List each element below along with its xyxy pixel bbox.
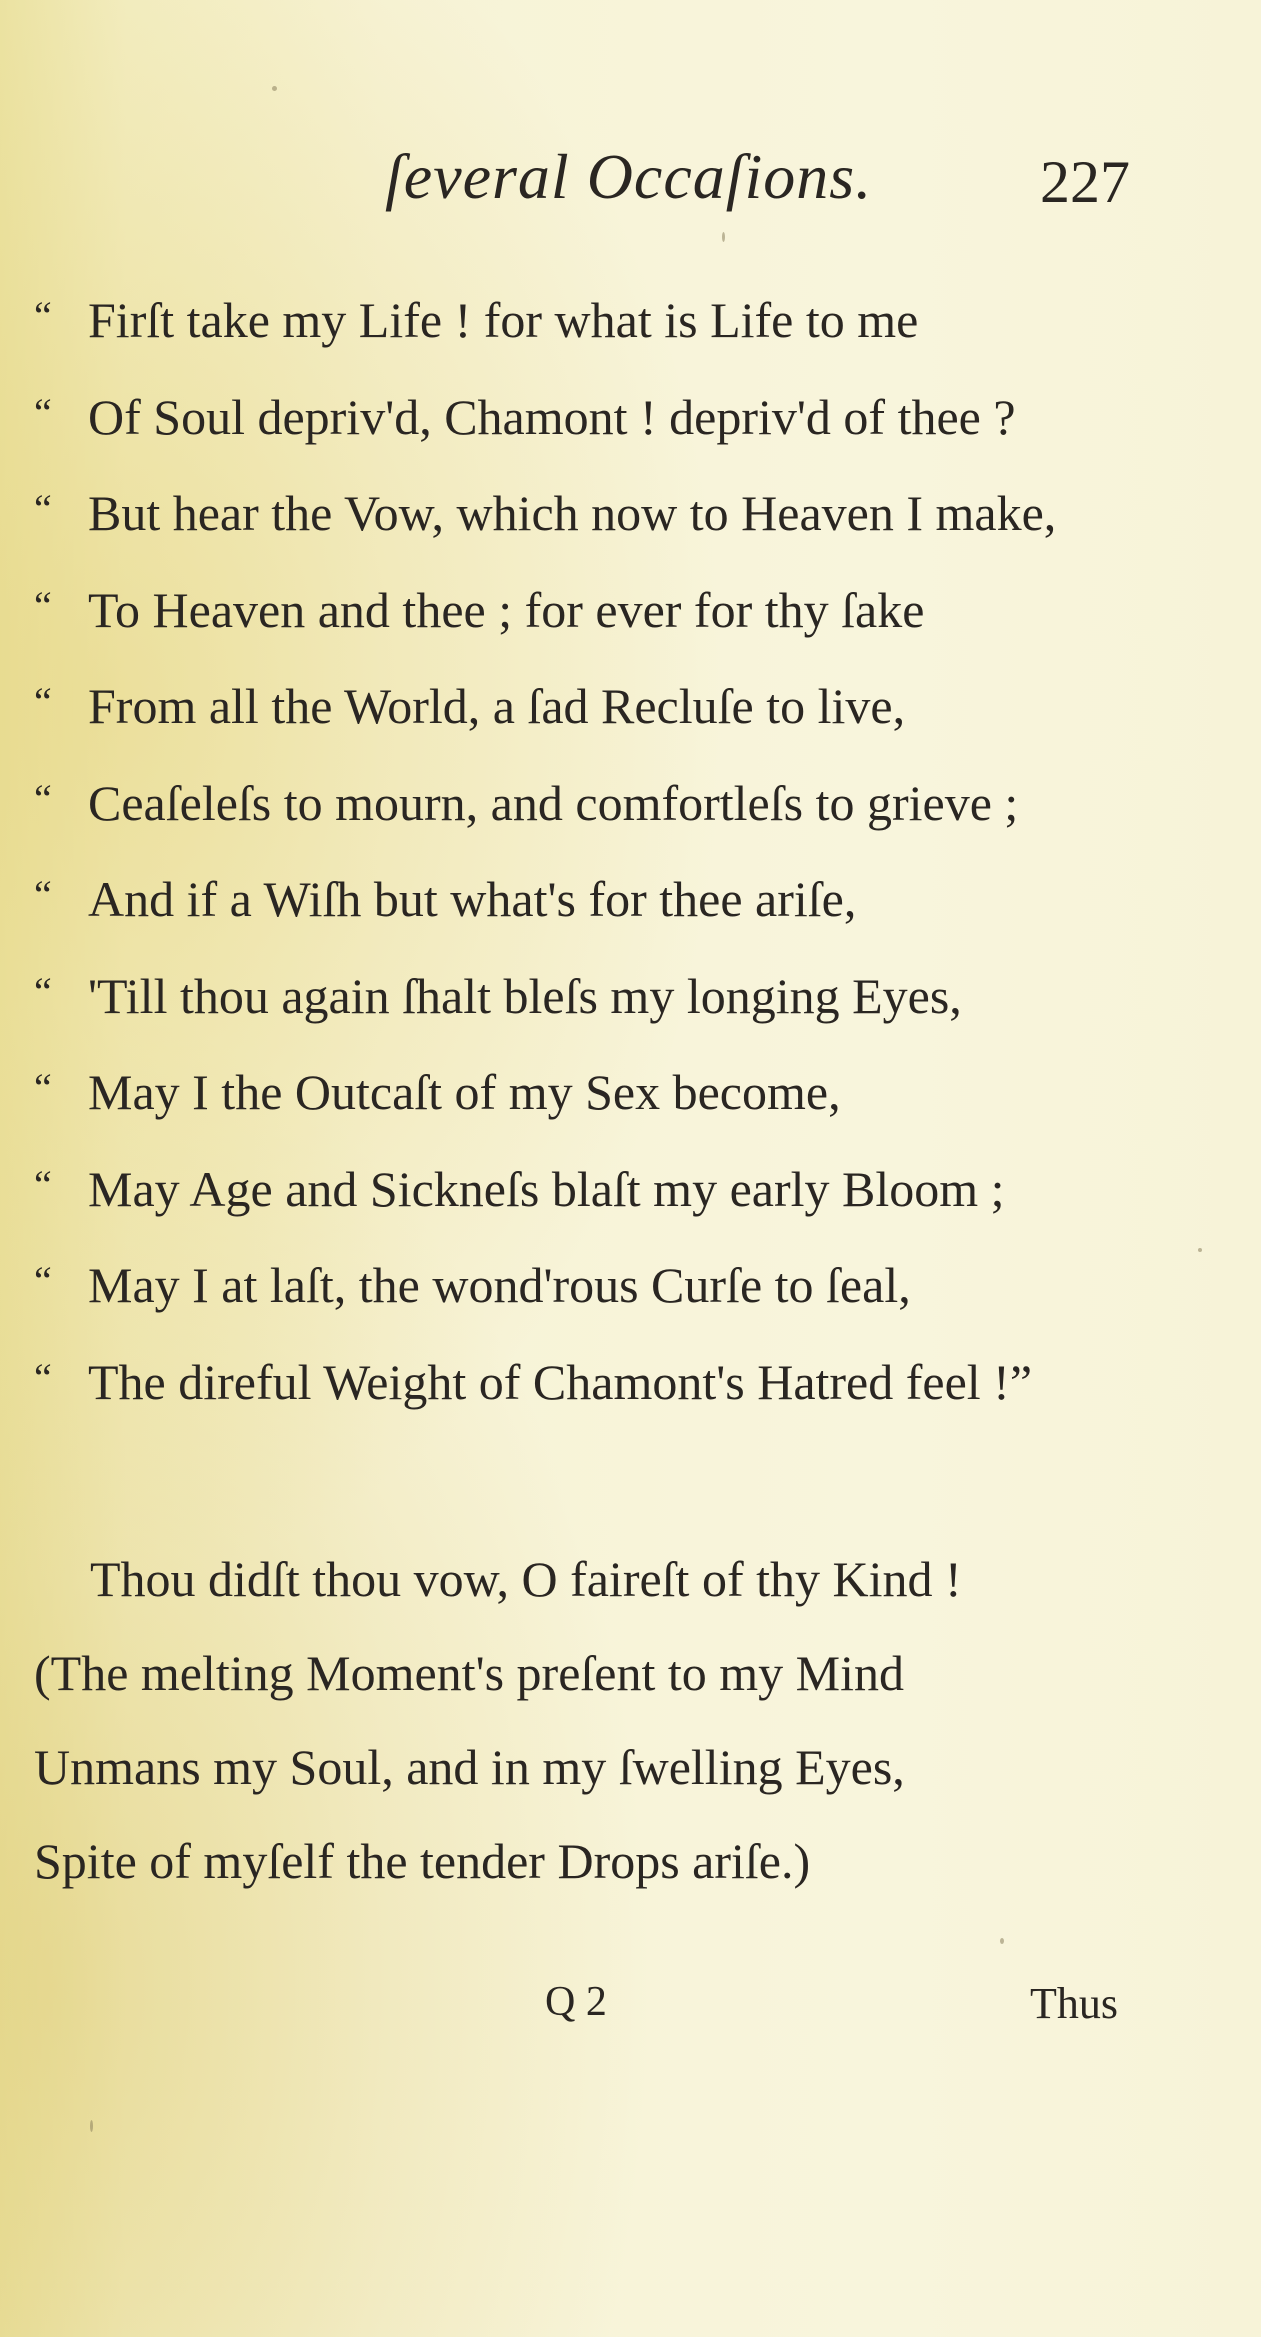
verse-text: Spite of myſelf the tender Drops ariſe.) — [34, 1833, 811, 1889]
quote-mark: “ — [34, 872, 52, 917]
verse-text: Firſt take my Life ! for what is Life to me — [88, 292, 919, 348]
page-footer — [0, 1978, 1261, 2048]
verse-line — [0, 1334, 1261, 1431]
poem-stanza-quoted — [0, 272, 1261, 1430]
quote-mark: “ — [34, 486, 52, 531]
verse-text: Ceaſeleſs to mourn, and comfortleſs to grieve ; — [88, 774, 1019, 831]
verse-text: Unmans my Soul, and in my ſwelling Eyes, — [34, 1739, 905, 1795]
verse-line — [0, 851, 1261, 948]
quote-mark: “ — [34, 582, 52, 628]
page-header — [0, 140, 1261, 220]
poem-stanza — [0, 1532, 1261, 1908]
quote-mark: “ — [34, 1354, 52, 1400]
paper-speck — [90, 2120, 93, 2132]
verse-text: May I at laſt, the wond'rous Curſe to ſeal, — [88, 1257, 911, 1313]
verse-text: The direful Weight of Chamont's Hatred feel !” — [88, 1353, 1033, 1410]
verse-text: But hear the Vow, which now to Heaven I make, — [88, 485, 1057, 541]
verse-line — [0, 1141, 1261, 1238]
verse-line — [0, 562, 1261, 659]
quote-mark: “ — [34, 1258, 52, 1303]
verse-text: 'Till thou again ſhalt bleſs my longing Eyes, — [88, 967, 962, 1024]
quote-mark: “ — [34, 293, 52, 338]
verse-line — [0, 755, 1261, 852]
quote-mark: “ — [34, 389, 52, 435]
verse-line — [0, 465, 1261, 562]
verse-line — [0, 1237, 1261, 1334]
verse-line — [0, 1044, 1261, 1141]
running-head: ſeveral Occaſions. — [385, 141, 873, 212]
verse-line — [0, 1626, 1261, 1720]
verse-line — [0, 658, 1261, 755]
catchword: Thus — [1030, 1979, 1118, 2028]
quote-mark: “ — [34, 775, 52, 821]
page-number: 227 — [1040, 149, 1130, 215]
verse-text: Thou didſt thou vow, O faireſt of thy Kind ! — [90, 1551, 962, 1607]
verse-text: May Age and Sickneſs blaſt my early Bloom ; — [88, 1160, 1005, 1217]
verse-text: Of Soul depriv'd, Chamont ! depriv'd of thee ? — [88, 388, 1016, 445]
verse-line — [0, 1532, 1261, 1626]
verse-text: And if a Wiſh but what's for thee ariſe, — [88, 871, 857, 927]
verse-text: (The melting Moment's preſent to my Mind — [34, 1645, 904, 1701]
verse-text: May I the Outcaſt of my Sex become, — [88, 1064, 841, 1120]
quote-mark: “ — [34, 1161, 52, 1207]
signature-mark: Q 2 — [545, 1979, 607, 2025]
verse-text: To Heaven and thee ; for ever for thy ſake — [88, 581, 925, 638]
verse-line — [0, 1814, 1261, 1908]
verse-line — [0, 369, 1261, 466]
verse-line — [0, 948, 1261, 1045]
quote-mark: “ — [34, 1065, 52, 1110]
verse-line — [0, 1720, 1261, 1814]
verse-line — [0, 272, 1261, 369]
quote-mark: “ — [34, 968, 52, 1014]
paper-speck — [1000, 1938, 1004, 1944]
quote-mark: “ — [34, 679, 52, 724]
paper-speck — [272, 86, 277, 91]
verse-text: From all the World, a ſad Recluſe to live, — [88, 678, 906, 734]
paper-speck — [1198, 1248, 1202, 1252]
paper-speck — [722, 232, 725, 242]
